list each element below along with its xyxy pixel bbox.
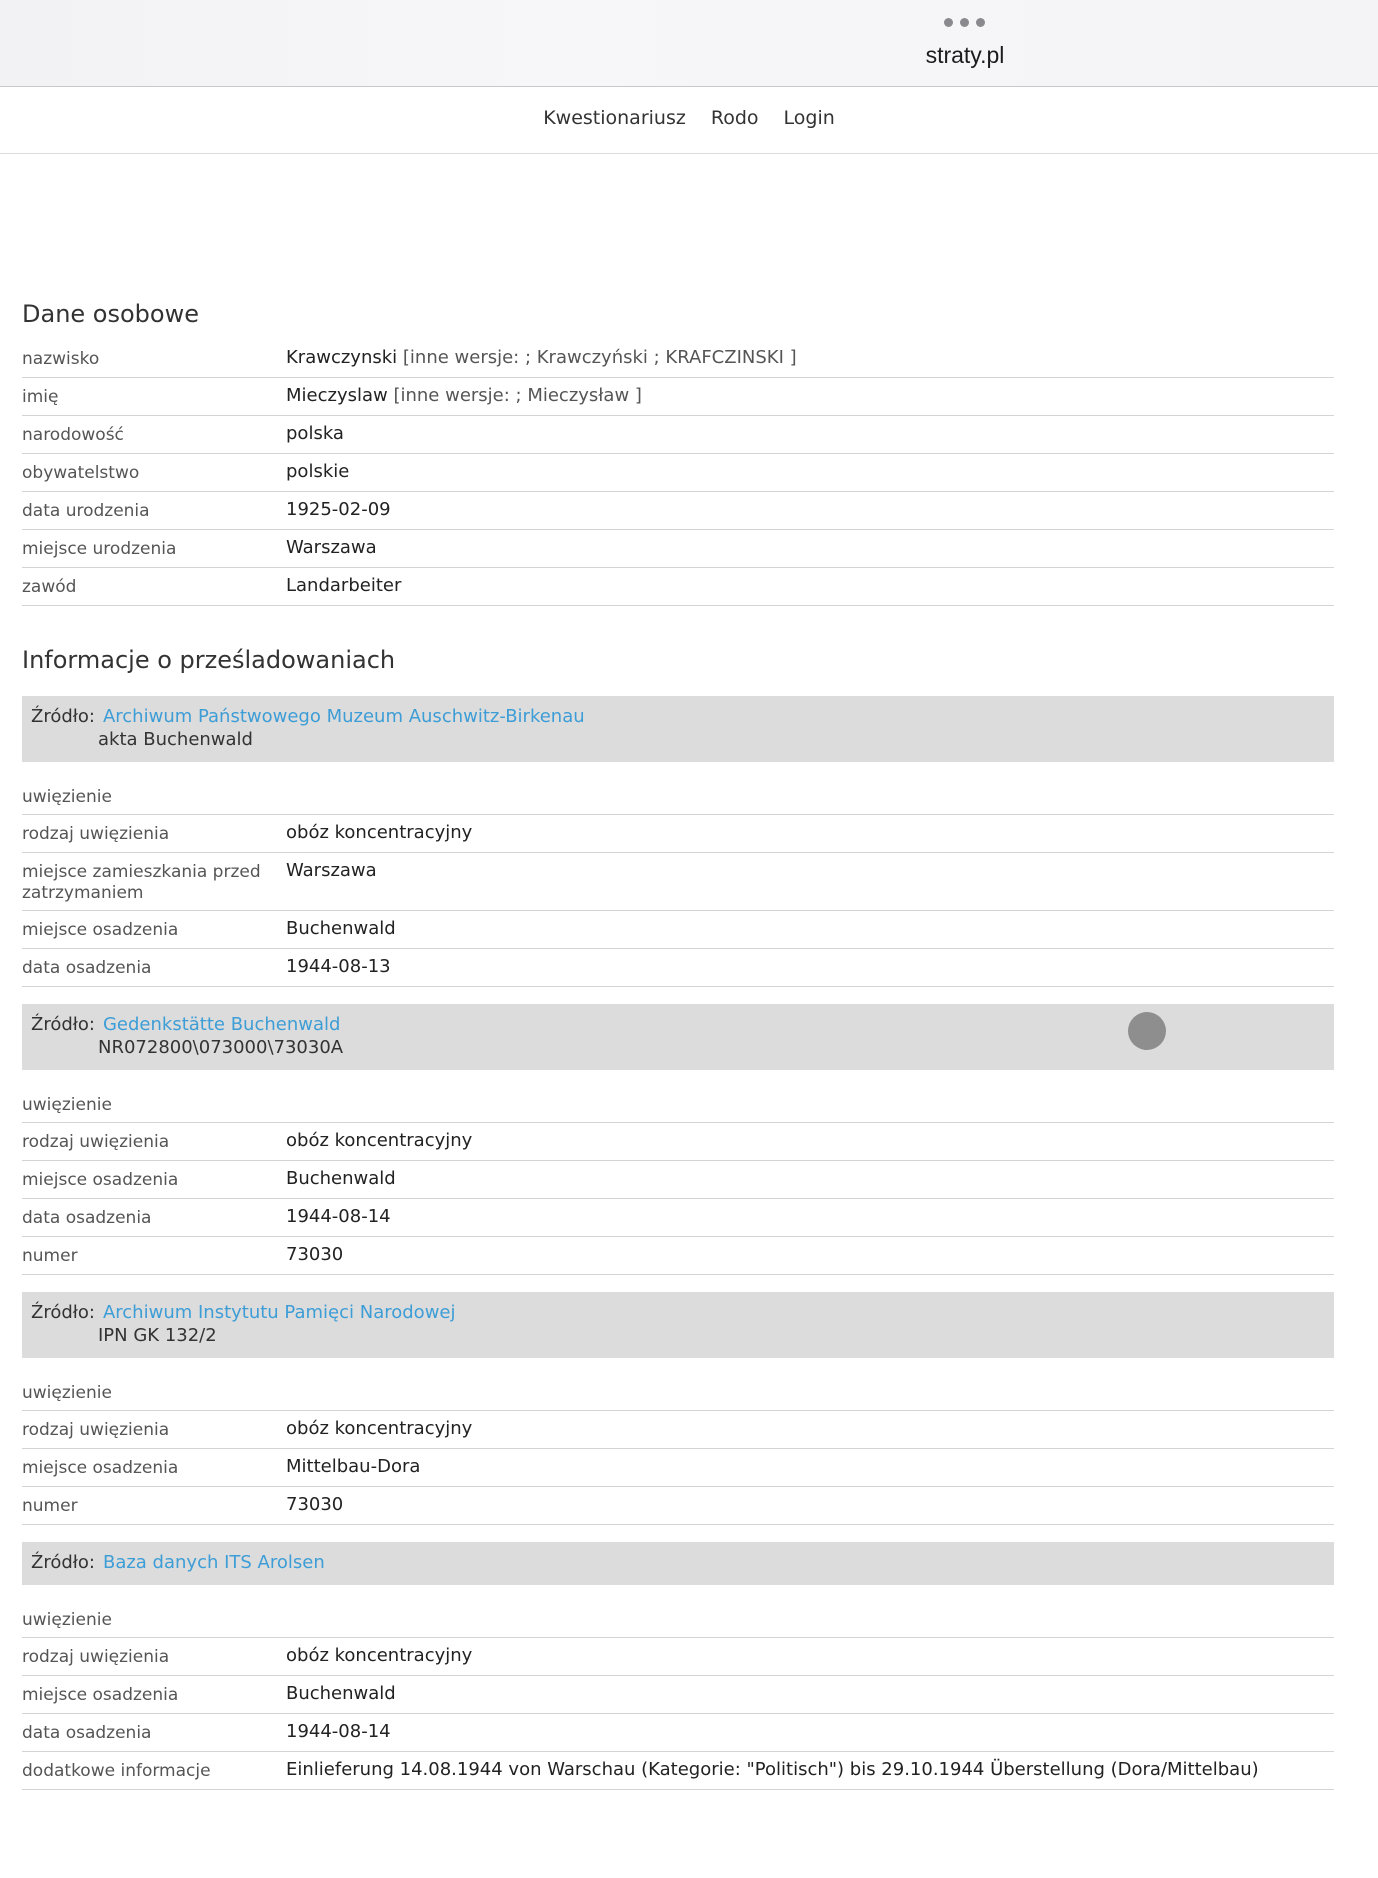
row-value: 1944-08-14 xyxy=(286,1206,391,1227)
row-label: miejsce zamieszkania przed zatrzymaniem xyxy=(22,862,261,903)
table-row xyxy=(22,1676,1334,1714)
table-row xyxy=(22,1237,1334,1275)
table-row xyxy=(22,492,1334,530)
source-box xyxy=(22,1292,1334,1358)
source-link[interactable]: Baza danych ITS Arolsen xyxy=(102,1552,325,1573)
row-label: dodatkowe informacje xyxy=(22,1761,211,1781)
section-heading: uwięzienie xyxy=(22,776,1334,815)
source-label: Źródło: xyxy=(31,1302,95,1323)
value-main: Warszawa xyxy=(286,537,377,558)
row-value xyxy=(286,575,1334,599)
value-main: Krawczynski xyxy=(286,347,398,368)
source-reference: IPN GK 132/2 xyxy=(98,1325,217,1346)
top-navigation xyxy=(0,87,1378,154)
table-row xyxy=(22,454,1334,492)
value-main: Mieczyslaw xyxy=(286,385,388,406)
table-row xyxy=(22,815,1334,853)
row-value xyxy=(286,461,1334,485)
source-box xyxy=(22,1542,1334,1585)
source-box xyxy=(22,696,1334,762)
nav-login[interactable]: Login xyxy=(783,107,835,129)
row-value xyxy=(286,423,1334,447)
persecution-sources xyxy=(22,696,1334,1790)
row-value: 73030 xyxy=(286,1494,344,1515)
row-label: data urodzenia xyxy=(22,501,150,521)
row-value: obóz koncentracyjny xyxy=(286,1645,473,1666)
row-label: narodowość xyxy=(22,425,124,445)
row-label: data osadzenia xyxy=(22,958,152,978)
value-main: polska xyxy=(286,423,344,444)
table-row xyxy=(22,530,1334,568)
row-value: 73030 xyxy=(286,1244,344,1265)
row-value: Buchenwald xyxy=(286,1168,396,1189)
table-row xyxy=(22,1161,1334,1199)
row-value: 1944-08-13 xyxy=(286,956,391,977)
row-label: miejsce urodzenia xyxy=(22,539,177,559)
table-row xyxy=(22,378,1334,416)
row-label: numer xyxy=(22,1496,78,1516)
source-box xyxy=(22,1004,1334,1070)
row-label: data osadzenia xyxy=(22,1208,152,1228)
touch-indicator-icon xyxy=(1128,1012,1166,1050)
row-value xyxy=(286,537,1334,561)
table-row xyxy=(22,1449,1334,1487)
table-row xyxy=(22,1487,1334,1525)
section-heading: uwięzienie xyxy=(22,1372,1334,1411)
main-content xyxy=(22,300,1334,1790)
row-value: Einlieferung 14.08.1944 von Warschau (Kategorie: "Politisch") bis 29.10.1944 Überstellung (Dora/Mittelbau) xyxy=(286,1759,1259,1780)
row-label: data osadzenia xyxy=(22,1723,152,1743)
row-label: miejsce osadzenia xyxy=(22,1458,179,1478)
section-heading: uwięzienie xyxy=(22,1084,1334,1123)
source-link[interactable]: Archiwum Instytutu Pamięci Narodowej xyxy=(102,1302,456,1323)
row-label: rodzaj uwięzienia xyxy=(22,1647,170,1667)
table-row xyxy=(22,1411,1334,1449)
row-label: miejsce osadzenia xyxy=(22,1170,179,1190)
table-row xyxy=(22,1199,1334,1237)
value-alt-versions: [inne wersje: ; Mieczysław ] xyxy=(387,385,642,406)
table-row xyxy=(22,1752,1334,1790)
value-main: polskie xyxy=(286,461,350,482)
row-label: miejsce osadzenia xyxy=(22,920,179,940)
row-value: Mittelbau-Dora xyxy=(286,1456,421,1477)
row-label: rodzaj uwięzienia xyxy=(22,824,170,844)
nav-rodo[interactable]: Rodo xyxy=(710,107,759,129)
section-heading: uwięzienie xyxy=(22,1599,1334,1638)
row-label: imię xyxy=(22,387,59,407)
source-link[interactable]: Archiwum Państwowego Muzeum Auschwitz-Birkenau xyxy=(102,706,585,727)
row-label: zawód xyxy=(22,577,77,597)
source-label: Źródło: xyxy=(31,706,95,727)
value-alt-versions: [inne wersje: ; Krawczyński ; KRAFCZINSKI ] xyxy=(397,347,797,368)
row-value: obóz koncentracyjny xyxy=(286,1418,473,1439)
value-main: 1925-02-09 xyxy=(286,499,391,520)
row-label: rodzaj uwięzienia xyxy=(22,1420,170,1440)
source-reference: akta Buchenwald xyxy=(98,729,253,750)
source-label: Źródło: xyxy=(31,1552,95,1573)
table-row xyxy=(22,416,1334,454)
row-value: Warszawa xyxy=(286,860,377,881)
persecution-title: Informacje o prześladowaniach xyxy=(22,646,396,674)
table-row xyxy=(22,568,1334,606)
row-value: Buchenwald xyxy=(286,918,396,939)
nav-kwestionariusz[interactable]: Kwestionariusz xyxy=(543,107,686,129)
table-row xyxy=(22,911,1334,949)
source-label: Źródło: xyxy=(31,1014,95,1035)
row-value xyxy=(286,385,1334,409)
row-value: obóz koncentracyjny xyxy=(286,1130,473,1151)
row-value: 1944-08-14 xyxy=(286,1721,391,1742)
source-link[interactable]: Gedenkstätte Buchenwald xyxy=(102,1014,341,1035)
row-value: obóz koncentracyjny xyxy=(286,822,473,843)
table-row xyxy=(22,949,1334,987)
personal-data-table xyxy=(22,340,1334,606)
row-value xyxy=(286,347,1334,371)
address-bar[interactable]: straty.pl xyxy=(925,42,1005,68)
table-row xyxy=(22,1123,1334,1161)
browser-toolbar xyxy=(0,0,1378,87)
table-row xyxy=(22,340,1334,378)
row-label: rodzaj uwięzienia xyxy=(22,1132,170,1152)
row-label: nazwisko xyxy=(22,349,100,369)
table-row xyxy=(22,853,1334,911)
row-value: Buchenwald xyxy=(286,1683,396,1704)
table-row xyxy=(22,1714,1334,1752)
more-options-icon[interactable] xyxy=(944,18,985,27)
row-value xyxy=(286,499,1334,523)
row-label: miejsce osadzenia xyxy=(22,1685,179,1705)
row-label: obywatelstwo xyxy=(22,463,140,483)
value-main: Landarbeiter xyxy=(286,575,402,596)
table-row xyxy=(22,1638,1334,1676)
source-reference: NR072800\073000\73030A xyxy=(98,1037,344,1058)
personal-data-title: Dane osobowe xyxy=(22,300,199,328)
row-label: numer xyxy=(22,1246,78,1266)
